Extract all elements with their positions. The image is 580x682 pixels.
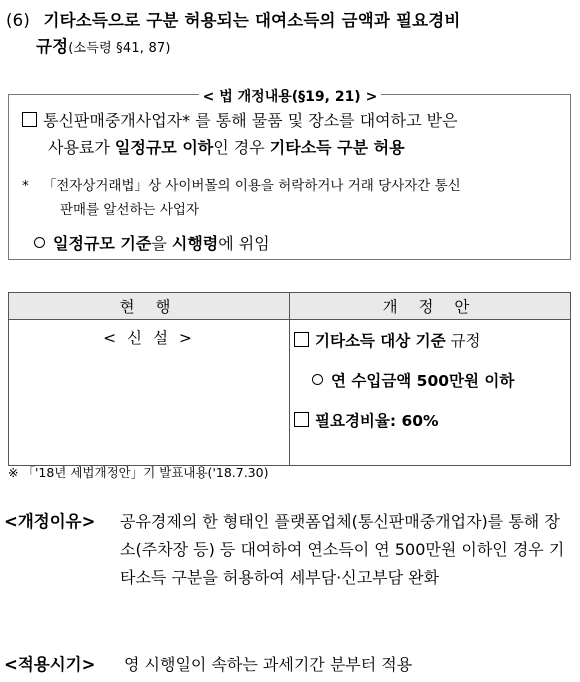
circle-bullet-icon: [34, 237, 45, 248]
revised-item-2-text: 연 수입금액 500만원 이하: [331, 372, 515, 390]
law-item-1-text-b: 일정규모 이하: [114, 138, 214, 157]
law-item-1: [22, 108, 570, 134]
effect-text: 영 시행일이 속하는 과세기간 분부터 적용: [124, 655, 413, 674]
column-header-current: 현 행: [9, 293, 290, 320]
law-footnote-line2: 판매를 알선하는 사업자: [60, 202, 199, 218]
comparison-table: [8, 292, 571, 466]
law-item-1-line2: [48, 135, 405, 161]
deleg-text-b: 을: [151, 234, 172, 253]
square-bullet-icon: [22, 112, 37, 127]
section-title-line1: 기타소득으로 구분 허용되는 대여소득의 금액과 필요경비: [43, 11, 461, 30]
circle-bullet-icon: [312, 374, 323, 385]
section-title: [6, 8, 572, 62]
law-item-1-text-a: 사용료가: [48, 138, 115, 157]
reason-label: <개정이유>: [4, 512, 96, 531]
revised-item-1-rest: 규정: [445, 332, 481, 350]
law-heading-text: < 법 개정내용(§19, 21) >: [199, 89, 382, 105]
table-row: [9, 320, 571, 466]
revised-item-2: [312, 368, 566, 394]
revised-item-1: [294, 328, 566, 354]
law-amendment-heading: [0, 86, 580, 106]
footnote-line1: 「전자상거래법」상 사이버몰의 이용을 허락하거나 거래 당사자간 통신: [42, 178, 461, 194]
revised-item-3: [294, 408, 566, 434]
deleg-text-d: 에 위임: [218, 234, 270, 253]
reason-text: 공유경제의 한 형태인 플랫폼업체(통신판매중개업자)를 통해 장소(주차장 등) 등 대여하여 연소득이 연 500만원 이하인 경우 기타소득 구분을 허용하여 세부담·신고부담 완화: [120, 512, 565, 587]
law-item-1-text-c: 인 경우: [213, 138, 270, 157]
revision-reason: [4, 508, 574, 587]
section-title-line2: [36, 37, 171, 56]
reference-note: ※ 「'18년 세법개정안」기 발표내용('18.7.30): [8, 465, 269, 480]
revised-item-1-bold: 기타소득 대상 기준: [315, 332, 446, 350]
current-cell: [9, 320, 290, 466]
section-title-line2-main: 규정: [36, 37, 69, 56]
effect-label: <적용시기>: [4, 655, 96, 674]
law-item-1-text-d: 기타소득 구분 허용: [269, 138, 405, 157]
current-cell-text: < 신 설 >: [103, 329, 195, 347]
square-bullet-icon: [294, 412, 309, 427]
law-delegation: [34, 231, 270, 257]
effective-date: [4, 651, 574, 679]
square-bullet-icon: [294, 332, 309, 347]
law-footnote: [22, 175, 570, 197]
footnote-star: *: [22, 178, 29, 194]
law-item-1-line1: 통신판매중개사업자* 를 통해 물품 및 장소를 대여하고 받은: [43, 111, 458, 130]
deleg-text-a: 일정규모 기준: [53, 234, 152, 253]
revised-cell: [290, 320, 571, 466]
section-number: (6): [6, 11, 30, 30]
section-title-ref: (소득령 §41, 87): [68, 41, 171, 56]
table-header-row: [9, 293, 571, 320]
revised-item-3-text: 필요경비율: 60%: [315, 412, 439, 430]
column-header-revised: 개 정 안: [290, 293, 571, 320]
deleg-text-c: 시행령: [171, 234, 219, 253]
